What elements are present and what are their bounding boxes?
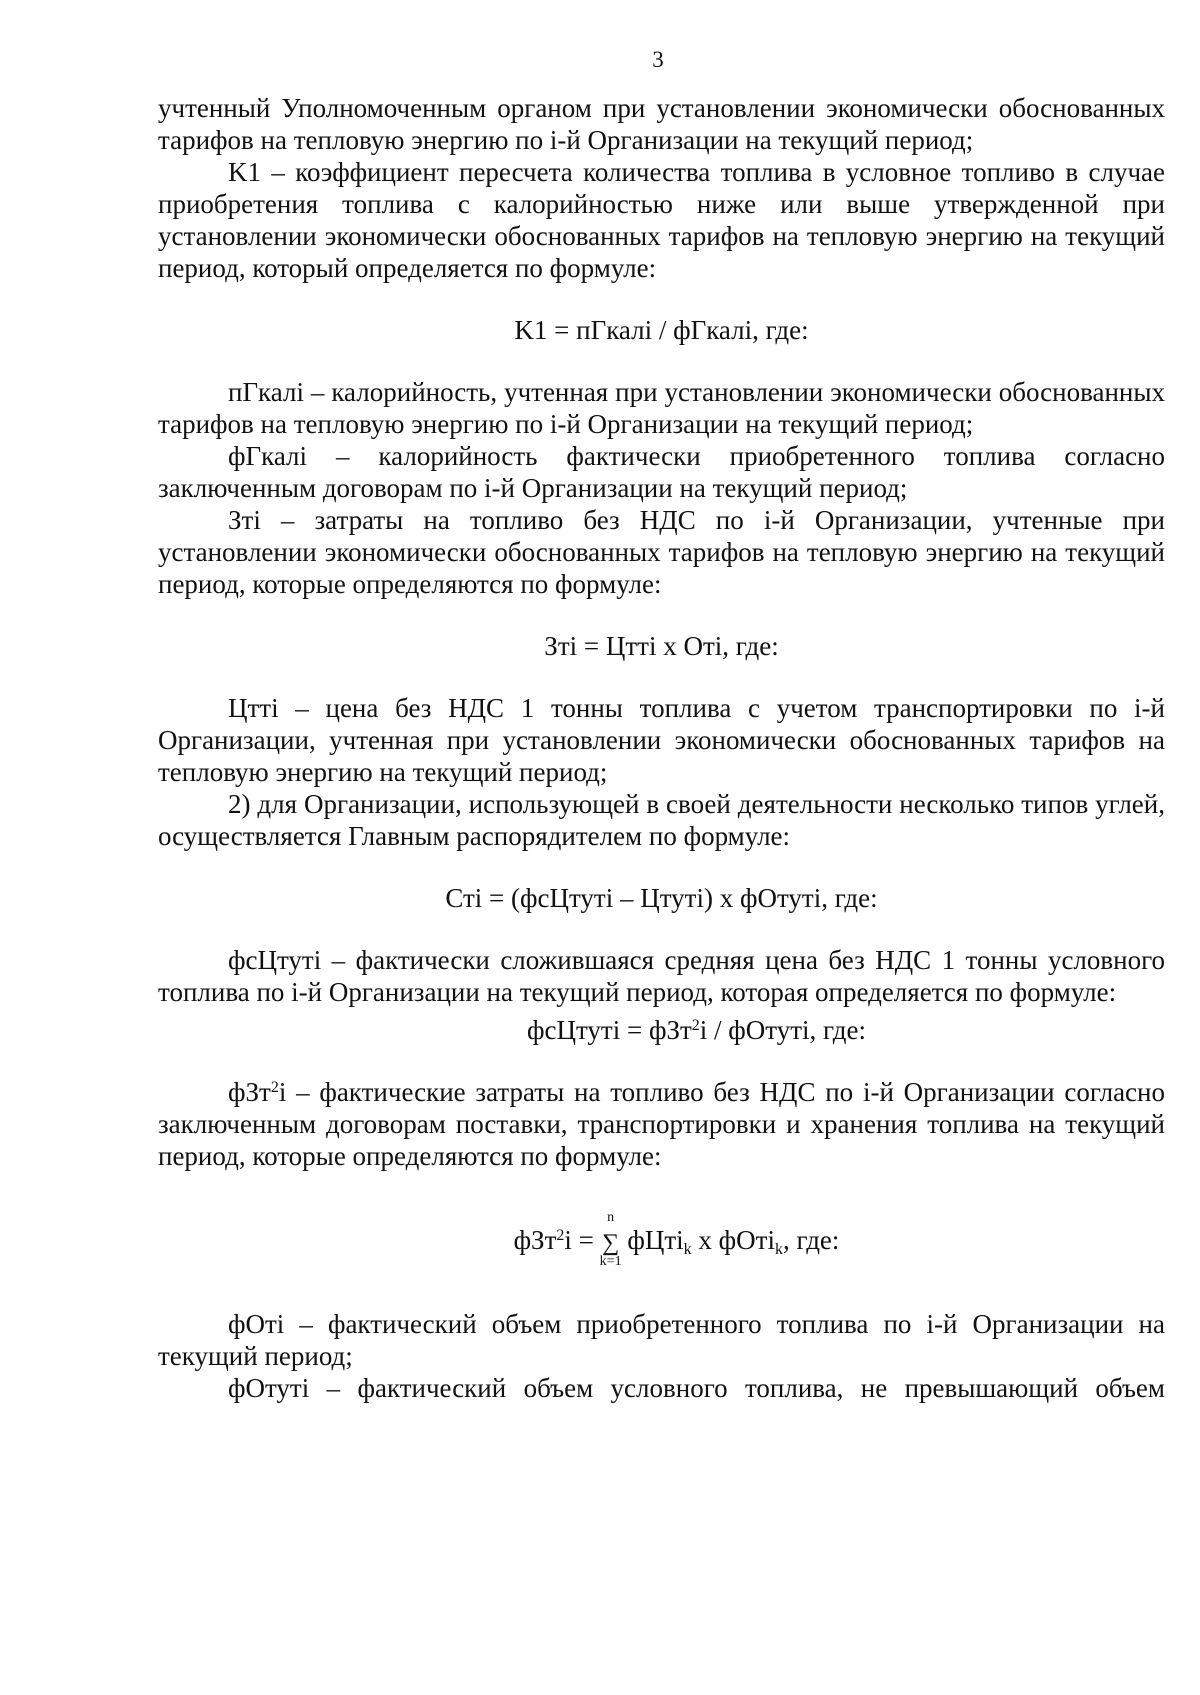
paragraph-fgkal-definition: фГкалi – калорийность фактически приобретенного топлива согласно заключенным договорам по i-й Организации на текущий период; [158,441,1165,503]
sum-tail: , где: [782,1225,840,1255]
document-body [158,92,1165,1404]
page-number: 3 [652,47,664,72]
sum-sub2: k [774,1241,783,1258]
fzt2-sup: 2 [270,1079,279,1096]
paragraph-pgkal-definition: пГкалi – калорийность, учтенная при установлении экономически обоснованных тарифов на тепловую энергию по i-й Организации на текущий период; [158,377,1165,439]
summation-sign [599,1209,622,1269]
paragraph-ctt-definition: Цттi – цена без НДС 1 тонны топлива с учетом транспортировки по i-й Организации, учтенная при установлении экономически обоснованных тарифов на тепловую энергию на текущий период; [158,693,1165,787]
formula-k1: K1 = пГкалi / фГкалi, где: [514,315,809,345]
paragraph-fzt2-definition [158,1076,1165,1172]
fzt2-pre: фЗт [228,1077,271,1107]
paragraph-k1-definition: K1 – коэффициент пересчета количества топлива в условное топливо в случае приобретения топлива с калорийностью ниже или выше утвержденной при установлении экономически обоснованных тарифов на тепловую энергию на текущий период, который определяется по формуле: [158,157,1165,283]
fzt2-post: i – фактические затраты на топливо без НДС по i-й Организации согласно заключенным договорам поставки, транспортировки и хранения топлива на текущий период, которые определяются по формуле: [158,1077,1165,1171]
formula-fzt2-sum [158,1209,1165,1269]
sum-lhs-pre: фЗт [513,1225,557,1255]
formula-zt: Зтi = Цттi x Отi, где: [544,631,779,661]
sigma-symbol: ∑ [602,1229,620,1256]
sum-term1: фЦтi [627,1225,684,1255]
sum-lower-limit: k=1 [599,1253,622,1269]
formula-st: Стi = (фсЦтутi – Цтутi) x фОтутi, где: [445,883,878,913]
paragraph-zt-definition: Зтi – затраты на топливо без НДС по i-й Организации, учтенные при установлении экономически обоснованных тарифов на тепловую энергию на текущий период, которые определяются по формуле: [158,505,1165,599]
paragraph-item-2: 2) для Организации, использующей в своей деятельности несколько типов углей, осуществляется Главным распорядителем по формуле: [158,789,1165,851]
sum-sub1: k [683,1241,692,1258]
sum-upper-limit: n [607,1209,615,1225]
sum-mid: x фОтi [691,1225,775,1255]
formula-fsctut-sup: 2 [691,1017,700,1034]
paragraph-continuation: учтенный Уполномоченным органом при установлении экономически обоснованных тарифов на тепловую энергию по i-й Организации на текущий период; [158,93,1165,155]
formula-fsctut [158,1014,1165,1046]
formula-fsctut-post: i / фОтутi, где: [699,1015,866,1045]
sum-lhs-post: i = [564,1225,594,1255]
paragraph-fsctut-definition: фсЦтутi – фактически сложившаяся средняя цена без НДС 1 тонны условного топлива по i-й Организации на текущий период, которая определяется по формуле: [158,945,1165,1007]
paragraph-fot-definition: фОтi – фактический объем приобретенного топлива по i-й Организации на текущий период; [158,1309,1165,1371]
paragraph-fotut-definition: фОтутi – фактический объем условного топлива, не превышающий объем [228,1373,1165,1403]
sum-lhs-sup: 2 [556,1227,565,1244]
formula-fsctut-pre: фсЦтутi = фЗт [527,1015,692,1045]
